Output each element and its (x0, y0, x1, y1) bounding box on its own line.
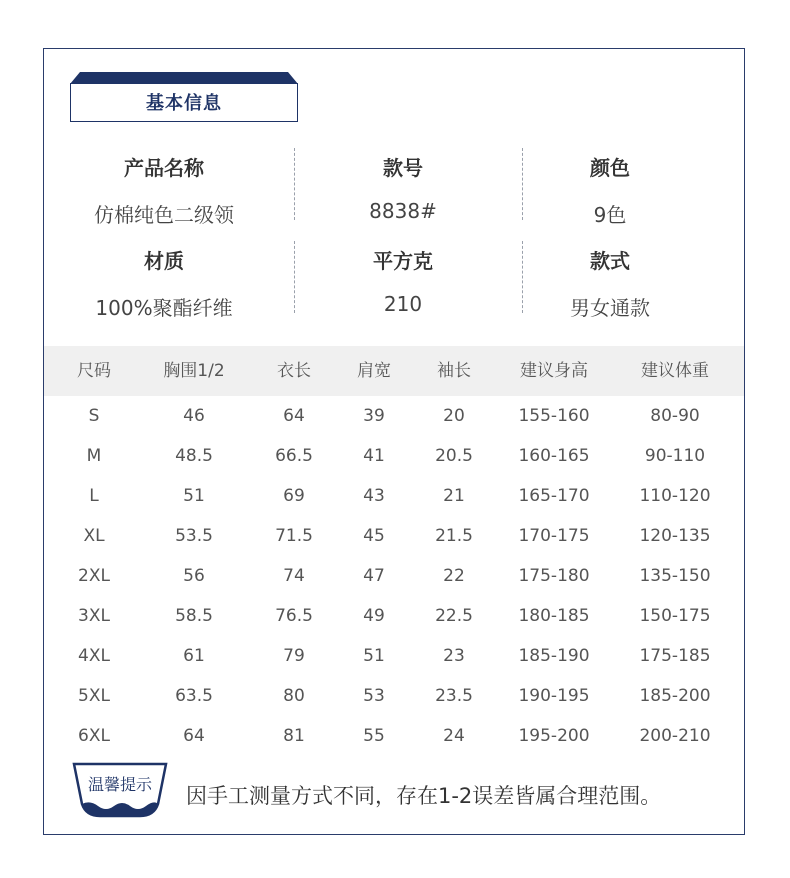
table-row (44, 716, 744, 756)
info-style (530, 245, 690, 321)
table-row (44, 396, 744, 436)
cell-size: 4XL (78, 646, 110, 666)
cell-height: 170-175 (518, 526, 590, 546)
header-size: 尺码 (77, 361, 111, 381)
cell-weight: 200-210 (639, 726, 711, 746)
cell-sleeve: 23 (443, 646, 465, 666)
column-divider (522, 241, 523, 313)
cell-size: 6XL (78, 726, 110, 746)
cell-shoulder: 49 (363, 606, 385, 626)
cell-sleeve: 24 (443, 726, 465, 746)
cell-height: 195-200 (518, 726, 590, 746)
info-title: 材质 (144, 249, 184, 273)
cell-chest: 61 (183, 646, 205, 666)
cell-size: L (89, 486, 99, 506)
cell-chest: 48.5 (175, 446, 213, 466)
cell-chest: 53.5 (175, 526, 213, 546)
cell-sleeve: 20.5 (435, 446, 473, 466)
size-table (44, 346, 744, 756)
section-title: 基本信息 (146, 93, 222, 114)
header-sleeve: 袖长 (437, 361, 471, 381)
cell-shoulder: 51 (363, 646, 385, 666)
info-color (530, 152, 690, 228)
tip-badge (70, 760, 170, 820)
cell-height: 185-190 (518, 646, 590, 666)
cell-sleeve: 23.5 (435, 686, 473, 706)
info-material (70, 245, 258, 321)
tip-label: 温馨提示 (87, 775, 152, 794)
cell-sleeve: 20 (443, 406, 465, 426)
info-value: 仿棉纯色二级领 (94, 203, 234, 227)
cell-length: 76.5 (275, 606, 313, 626)
cell-shoulder: 55 (363, 726, 385, 746)
info-value: 8838# (369, 199, 437, 223)
column-divider (522, 148, 523, 220)
cell-height: 165-170 (518, 486, 590, 506)
cell-length: 81 (283, 726, 305, 746)
cell-weight: 90-110 (644, 446, 706, 466)
section-tab (70, 72, 298, 122)
cell-shoulder: 41 (363, 446, 385, 466)
cell-weight: 135-150 (639, 566, 711, 586)
cell-length: 71.5 (275, 526, 313, 546)
cell-size: 2XL (78, 566, 110, 586)
info-product-name (70, 152, 258, 228)
table-row (44, 516, 744, 556)
cell-chest: 51 (183, 486, 205, 506)
info-title: 款号 (383, 156, 423, 180)
cell-shoulder: 47 (363, 566, 385, 586)
column-divider (294, 148, 295, 220)
info-title: 平方克 (373, 249, 433, 273)
cell-length: 66.5 (275, 446, 313, 466)
cell-weight: 110-120 (639, 486, 711, 506)
cell-length: 80 (283, 686, 305, 706)
table-row (44, 436, 744, 476)
cell-sleeve: 22 (443, 566, 465, 586)
cell-weight: 175-185 (639, 646, 711, 666)
cell-size: M (86, 446, 102, 466)
table-row (44, 556, 744, 596)
info-value: 9色 (593, 203, 627, 227)
cell-shoulder: 45 (363, 526, 385, 546)
cell-length: 69 (283, 486, 305, 506)
header-height: 建议身高 (520, 361, 588, 381)
info-title: 产品名称 (124, 156, 204, 180)
cell-height: 175-180 (518, 566, 590, 586)
cell-chest: 58.5 (175, 606, 213, 626)
cell-chest: 63.5 (175, 686, 213, 706)
cell-size: XL (83, 526, 105, 546)
cell-shoulder: 53 (363, 686, 385, 706)
cell-shoulder: 39 (363, 406, 385, 426)
cell-size: 5XL (78, 686, 110, 706)
cell-sleeve: 21.5 (435, 526, 473, 546)
cell-length: 64 (283, 406, 305, 426)
cell-sleeve: 21 (443, 486, 465, 506)
info-value: 210 (383, 292, 423, 316)
table-row (44, 636, 744, 676)
table-header-row (44, 346, 744, 396)
info-title: 颜色 (590, 156, 630, 180)
cell-size: S (88, 406, 100, 426)
info-gsm (303, 245, 503, 316)
cell-chest: 64 (183, 726, 205, 746)
table-row (44, 676, 744, 716)
info-title: 款式 (590, 249, 630, 273)
cell-height: 155-160 (518, 406, 590, 426)
info-style-number (303, 152, 503, 223)
cell-length: 79 (283, 646, 305, 666)
cell-weight: 150-175 (639, 606, 711, 626)
table-row (44, 476, 744, 516)
cell-weight: 120-135 (639, 526, 711, 546)
cell-chest: 46 (183, 406, 205, 426)
cell-height: 160-165 (518, 446, 590, 466)
cell-height: 190-195 (518, 686, 590, 706)
header-shoulder: 肩宽 (357, 361, 391, 381)
cell-shoulder: 43 (363, 486, 385, 506)
tip-text: 因手工测量方式不同，存在1-2误差皆属合理范围。 (186, 784, 662, 808)
column-divider (294, 241, 295, 313)
info-value: 男女通款 (570, 296, 650, 320)
cell-size: 3XL (78, 606, 110, 626)
cell-weight: 80-90 (650, 406, 700, 426)
table-body (44, 396, 744, 756)
cell-weight: 185-200 (639, 686, 711, 706)
cell-length: 74 (283, 566, 305, 586)
cell-height: 180-185 (518, 606, 590, 626)
info-value: 100%聚酯纤维 (95, 296, 233, 320)
cell-chest: 56 (183, 566, 205, 586)
cell-sleeve: 22.5 (435, 606, 473, 626)
table-row (44, 596, 744, 636)
header-weight: 建议体重 (641, 361, 709, 381)
header-length: 衣长 (277, 361, 311, 381)
header-chest: 胸围1/2 (163, 361, 225, 381)
